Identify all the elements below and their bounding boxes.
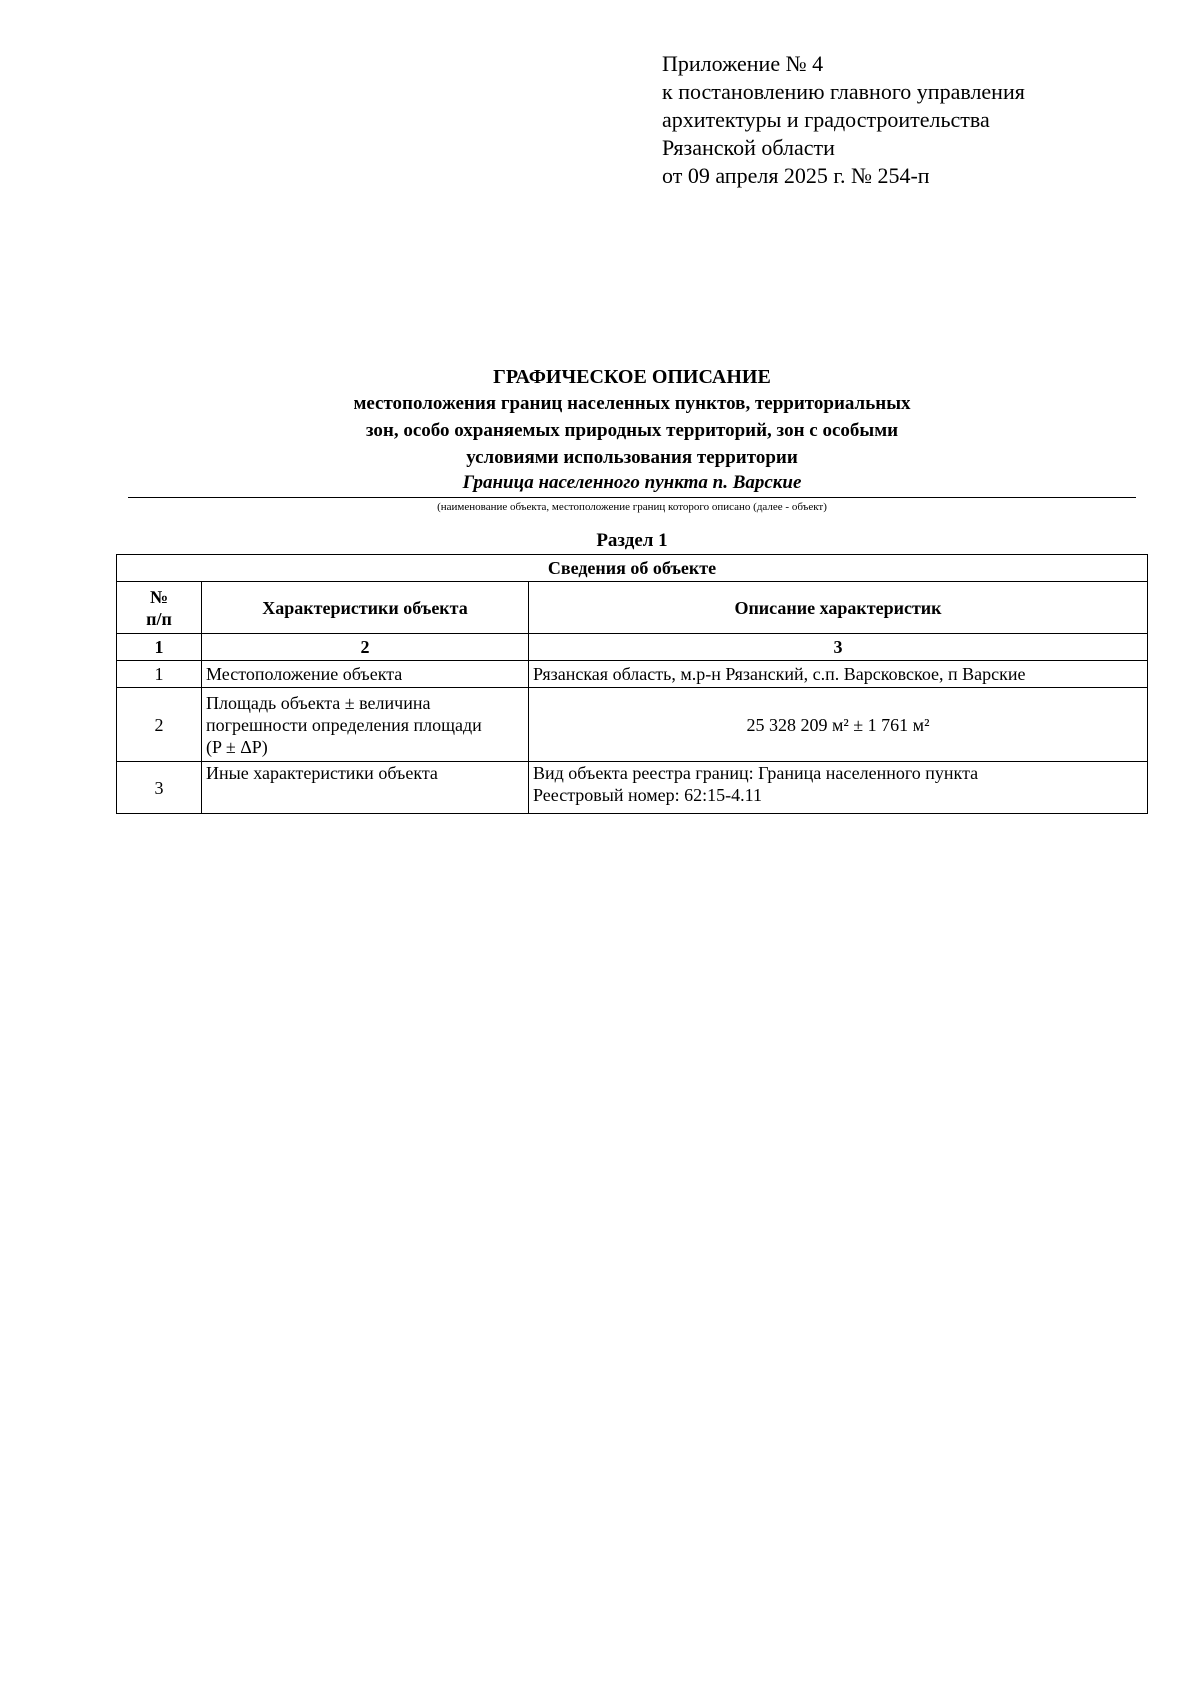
document-subtitle-line: зон, особо охраняемых природных территорий, зон с особыми — [365, 420, 899, 441]
table-title-row — [117, 555, 1148, 582]
object-info-table — [116, 554, 1148, 814]
table-row — [117, 762, 1148, 814]
table-row — [117, 661, 1148, 688]
column-number: 3 — [529, 634, 1148, 661]
table-header-row — [117, 582, 1148, 634]
header-characteristic: Характеристики объекта — [202, 582, 529, 634]
characteristic-line: Иные характеристики объекта — [206, 763, 438, 783]
header-num — [117, 582, 202, 634]
row-characteristic — [202, 762, 529, 814]
section-title: Раздел 1 — [596, 530, 668, 551]
document-title: ГРАФИЧЕСКОЕ ОПИСАНИЕ — [493, 366, 771, 388]
row-num: 2 — [117, 688, 202, 762]
table-title: Сведения об объекте — [117, 555, 1148, 582]
row-num: 1 — [117, 661, 202, 688]
document-heading — [128, 364, 1136, 515]
appendix-line: Приложение № 4 — [662, 51, 824, 76]
description-line: Вид объекта реестра границ: Граница населенного пункта — [533, 763, 979, 783]
appendix-line: Рязанской области — [662, 135, 835, 160]
characteristic-line: Площадь объекта ± величина — [206, 692, 431, 713]
header-description: Описание характеристик — [529, 582, 1148, 634]
row-description — [529, 762, 1148, 814]
description-line: 25 328 209 м² ± 1 761 м² — [746, 714, 930, 735]
row-characteristic — [202, 661, 529, 688]
appendix-line: к постановлению главного управления — [662, 79, 1025, 104]
description-line: Рязанская область, м.р-н Рязанский, с.п. Варсковское, п Варские — [533, 664, 1026, 684]
appendix-header — [662, 50, 1025, 190]
document-subtitle-line: местоположения границ населенных пунктов, территориальных — [353, 393, 911, 414]
header-num-line: № — [149, 586, 169, 607]
appendix-line: от 09 апреля 2025 г. № 254-п — [662, 163, 930, 188]
characteristic-line: (P ± ΔP) — [206, 736, 268, 757]
description-line: Реестровый номер: 62:15-4.11 — [533, 785, 762, 805]
characteristic-line: погрешности определения площади — [206, 714, 482, 735]
table-row — [117, 688, 1148, 762]
object-caption: (наименование объекта, местоположение границ которого описано (далее - объект) — [437, 501, 827, 513]
characteristic-line: Местоположение объекта — [206, 664, 403, 684]
object-name: Граница населенного пункта п. Варские — [128, 471, 1136, 498]
row-num: 3 — [117, 762, 202, 814]
row-description — [529, 661, 1148, 688]
row-characteristic — [202, 688, 529, 762]
row-description — [529, 688, 1148, 762]
column-number-row — [117, 634, 1148, 661]
header-num-line: п/п — [146, 608, 172, 629]
document-subtitle-line: условиями использования территории — [466, 447, 798, 468]
column-number: 1 — [117, 634, 202, 661]
appendix-line: архитектуры и градостроительства — [662, 107, 990, 132]
column-number: 2 — [202, 634, 529, 661]
